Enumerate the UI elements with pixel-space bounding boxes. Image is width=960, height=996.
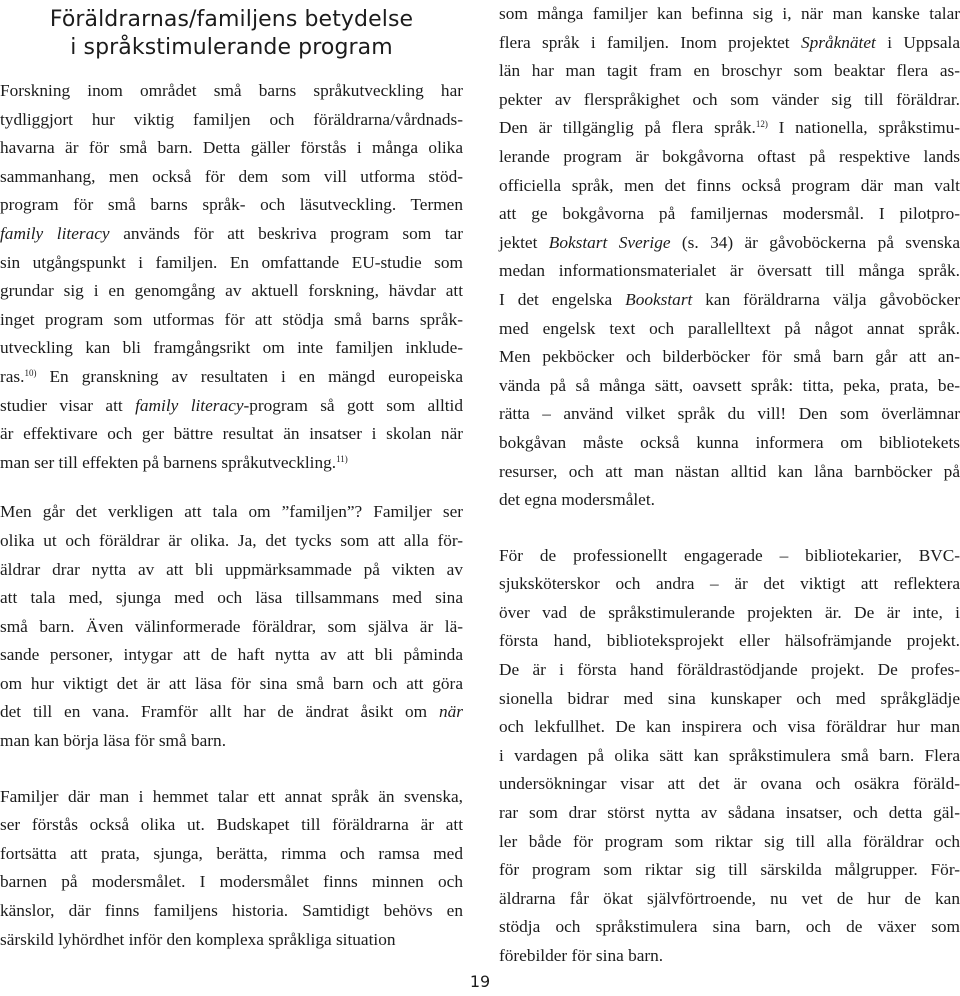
text-line: sionella bidrar med sina kunskaper och med språkglädje [499,688,960,708]
text-line: bokgåvan måste också kunna informera om bibliotekets [499,432,960,452]
text-line: I det engelska Bookstart kan föräldrarna välja gåvoböcker [499,289,960,309]
text-line: De är i första hand föräldrastödjande projekt. De profes- [499,660,960,680]
text-line: sjuksköterskor och andra – är det viktigt att reflektera [499,574,960,594]
text-line: pekter av flerspråkighet och som vänder sig till föräldrar. [499,89,960,109]
text-line: om hur viktigt det är att läsa för sina små barn och att göra [0,673,463,693]
text-line: program för små barns språk- och läsutveckling. Termen [0,195,463,215]
text-line: ras.$^{10)}$ En granskning av resultaten i en mängd europeiska [0,366,463,386]
paragraph-research [0,77,463,477]
text-line: äldrar drar nytta av att bli uppmärksammade på vikten av [0,559,463,579]
text-line: förebilder för sina barn. [499,946,664,965]
emphasis: när [438,702,463,722]
text-line: man kan börja läsa för små barn. [0,731,227,751]
title-line-2: i språkstimulerande program [70,35,393,60]
text-line: Den är tillgänglig på flera språk.$^{12)}$ I nationella, språkstimu- [499,118,960,138]
text-line: ser förstås också olika ut. Budskapet till föräldrarna är att [0,815,463,835]
text-line: utveckling kan bli framgångsrikt om inte familjen inklude- [0,338,463,358]
text-line: grundar sig i en genomgång av aktuell forskning, hävdar att [0,281,463,301]
emphasis: family literacy [135,395,244,415]
emphasis: family literacy [0,223,110,243]
text-line: små barn. Även välinformerade föräldrar, som själva är lä- [0,616,463,636]
text-line: första hand, biblioteksprojekt eller hälsofrämjande projekt. [499,631,960,651]
text-line: havarna är för små barn. Detta gäller förstås i många olika [0,138,463,158]
paragraph-professionals [499,542,960,971]
text-line: resurser, och att man nästan alltid kan låna barnböcker på [499,461,960,481]
text-line: ler både för program som riktar sig till alla föräldrar och [499,831,960,851]
title-line-1: Föräldrarnas/familjens betydelse [49,7,414,32]
text-line: sammanhang, men också för dem som vill utforma stöd- [0,166,463,186]
text-line: lerande program är bokgåvorna oftast på respektive lands [499,146,960,166]
text-line: med engelsk text och parallelltext på något annat språk. [499,318,960,338]
text-line: är effektivare och ger bättre resultat än insatser i skolan när [0,424,463,444]
emphasis: Bookstart [625,289,693,309]
text-line: län har man tagit fram en broschyr som beaktar flera as- [499,61,960,81]
paragraph-families-differ [0,498,463,755]
emphasis: Språknätet [800,32,876,52]
text-line: officiella språk, men det finns också program där man valt [499,175,960,195]
text-line: jektet Bokstart Sverige (s. 34) är gåvoböckerna på svenska [499,232,960,252]
right-column [499,0,960,971]
text-line: vända på så många sätt, oavsett språk: titta, peka, prata, be- [499,375,960,395]
text-line: det egna modersmålet. [499,490,655,510]
text-line: över vad de språkstimulerande projekten är. De är inte, i [499,602,960,622]
text-line: fortsätta att prata, sjunga, berätta, rimma och ramsa med [0,843,463,863]
text-line: äldrarna får ökat självförtroende, nu vet de hur de kan [499,888,960,908]
text-line: Men pekböcker och bilderböcker för små barn går att an- [499,347,960,367]
text-line: Forskning inom området små barns språkutveckling har [0,81,463,100]
text-line: tydliggjort hur viktig familjen och föräldrarna/vårdnads- [0,109,463,129]
text-line: det till en vana. Framför allt har de ändrat åsikt om när [0,702,463,722]
text-line: Men går det verkligen att tala om ”familjen”? Familjer ser [0,502,463,522]
text-line: stödja och språkstimulera sina barn, och de växer som [499,917,960,937]
text-line: flera språk i familjen. Inom projektet Språknätet i Uppsala [499,32,960,52]
left-column [0,0,463,954]
text-line: studier visar att family literacy-program så gott som alltid [0,395,464,415]
text-line: att tala med, sjunga med och läsa tillsammans med sina [0,588,463,608]
text-line: i vardagen på olika sätt kan språkstimulera små barn. Flera [499,745,960,765]
footnote-ref: 10) [24,367,37,378]
text-line: För de professionellt engagerade – bibliotekarier, BVC- [499,545,960,565]
text-line: för program som riktar sig till särskilda målgrupper. För- [499,860,960,880]
page-title [0,6,463,62]
text-line: som många familjer kan befinna sig i, när man kanske talar [499,4,960,23]
text-line: barnen på modersmålet. I modersmålet finns minnen och [0,872,463,892]
text-line: olika ut och föräldrar är olika. Ja, det tycks som att alla för- [0,530,463,550]
text-line: särskild lyhördhet inför den komplexa språkliga situation [0,929,396,949]
text-line: medan informationsmaterialet är översatt till många språk. [499,261,960,281]
text-line: inget program som utformas för att stödja små barns språk- [0,309,463,329]
text-line: känslor, där finns familjens historia. Samtidigt behövs en [0,901,463,921]
text-line: sin utgångspunkt i familjen. En omfattande EU-studie som [0,252,463,272]
footnote-ref: 12) [755,119,768,130]
page-number: 19 [469,972,491,991]
text-line: rätta – använd vilket språk du vill! Den som överlämnar [499,404,960,424]
text-line: undersökningar visar att det är ovana och osäkra föräld- [499,774,960,794]
emphasis: Bokstart Sverige [548,232,671,252]
text-line: Familjer där man i hemmet talar ett annat språk än svenska, [0,786,463,806]
paragraph-other-languages [0,783,463,955]
text-line: family literacy används för att beskriva program som tar [0,223,464,243]
text-line: man ser till effekten på barnens språkutveckling.$^{11)}$ [0,452,348,472]
text-line: och lekfullhet. De kan inspirera och visa föräldrar hur man [499,717,960,737]
text-line: sande personer, intygar att de haft nytta av att bli påminda [0,645,463,665]
text-line: rar som drar störst nytta av sådana insatser, och detta gäl- [499,803,960,823]
paragraph-multilingual [499,0,960,515]
footnote-ref: 11) [336,453,348,464]
text-line: att ge bokgåvorna på familjernas modersmål. I pilotpro- [499,204,960,224]
